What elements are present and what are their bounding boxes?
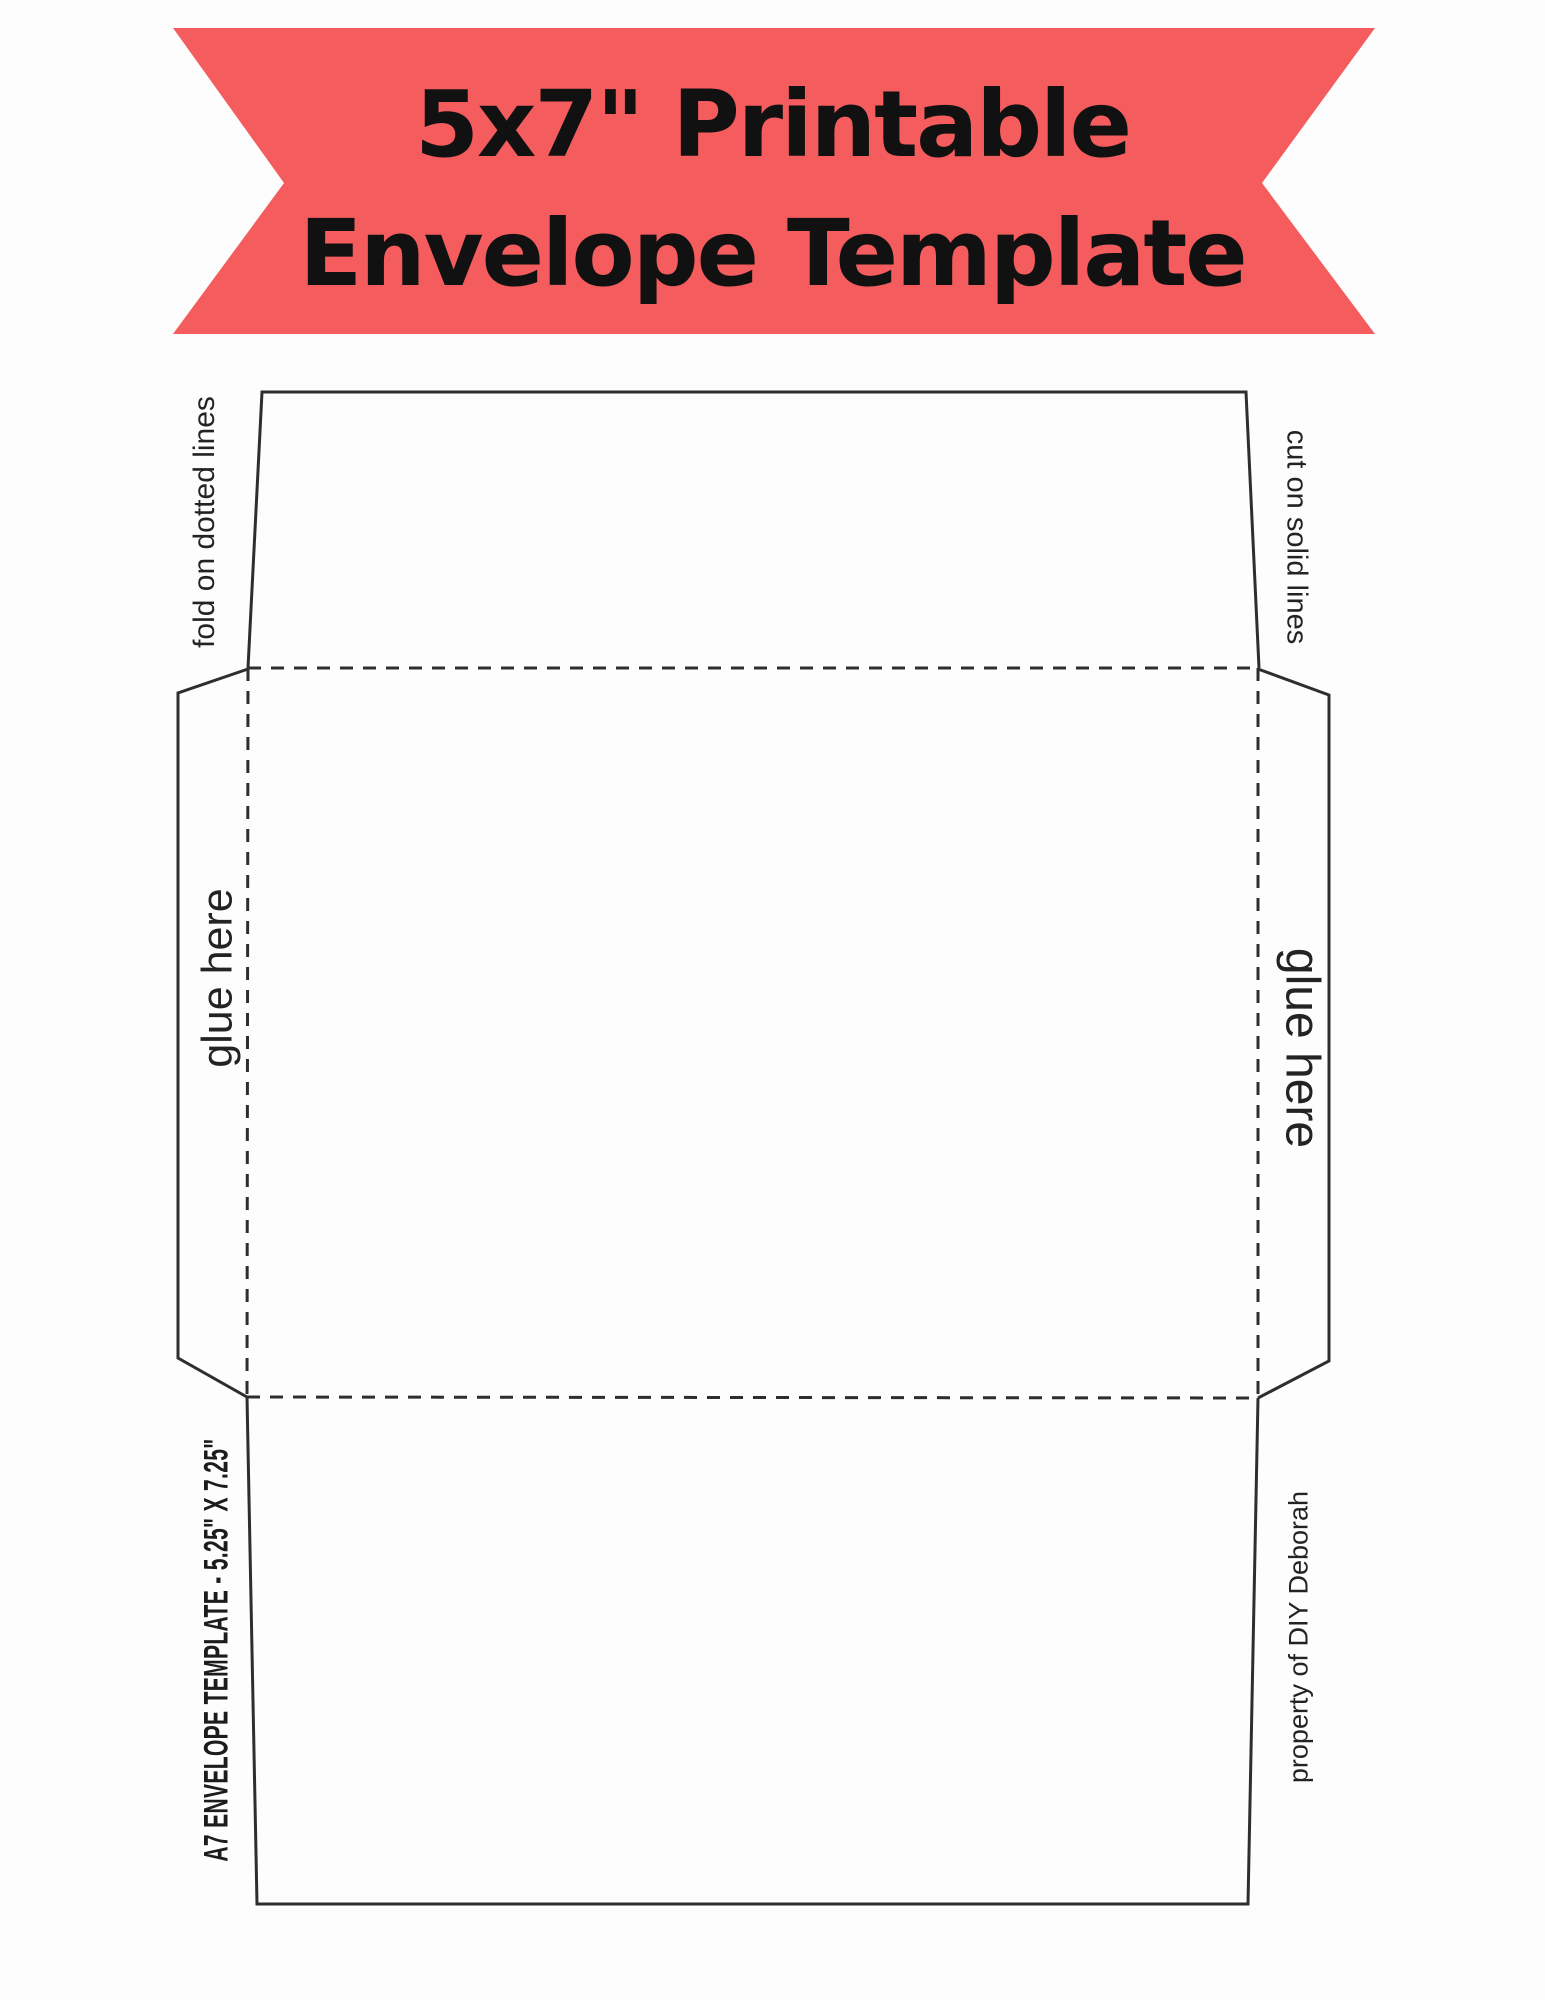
template-spec-label: A7 ENVELOPE TEMPLATE - 5.25" X 7.25" (197, 1438, 236, 1862)
bottom-flap-outline (247, 1397, 1258, 1904)
glue-here-label-right: glue here (1275, 947, 1329, 1149)
fold-line-bottom (247, 1397, 1258, 1398)
banner-title-line1: 5x7" Printable (414, 71, 1130, 178)
fold-line-left (247, 668, 248, 1397)
banner-title-line2: Envelope Template (299, 200, 1246, 307)
fold-instruction-label: fold on dotted lines (188, 396, 221, 648)
top-flap-outline (248, 392, 1259, 668)
credit-label: property of DIY Deborah (1283, 1490, 1314, 1784)
glue-here-label-left: glue here (193, 888, 242, 1068)
cut-instruction-label: cut on solid lines (1280, 429, 1313, 645)
fold-lines-group (247, 668, 1258, 1398)
cut-lines-group (178, 392, 1329, 1904)
banner-title (0, 60, 1545, 318)
